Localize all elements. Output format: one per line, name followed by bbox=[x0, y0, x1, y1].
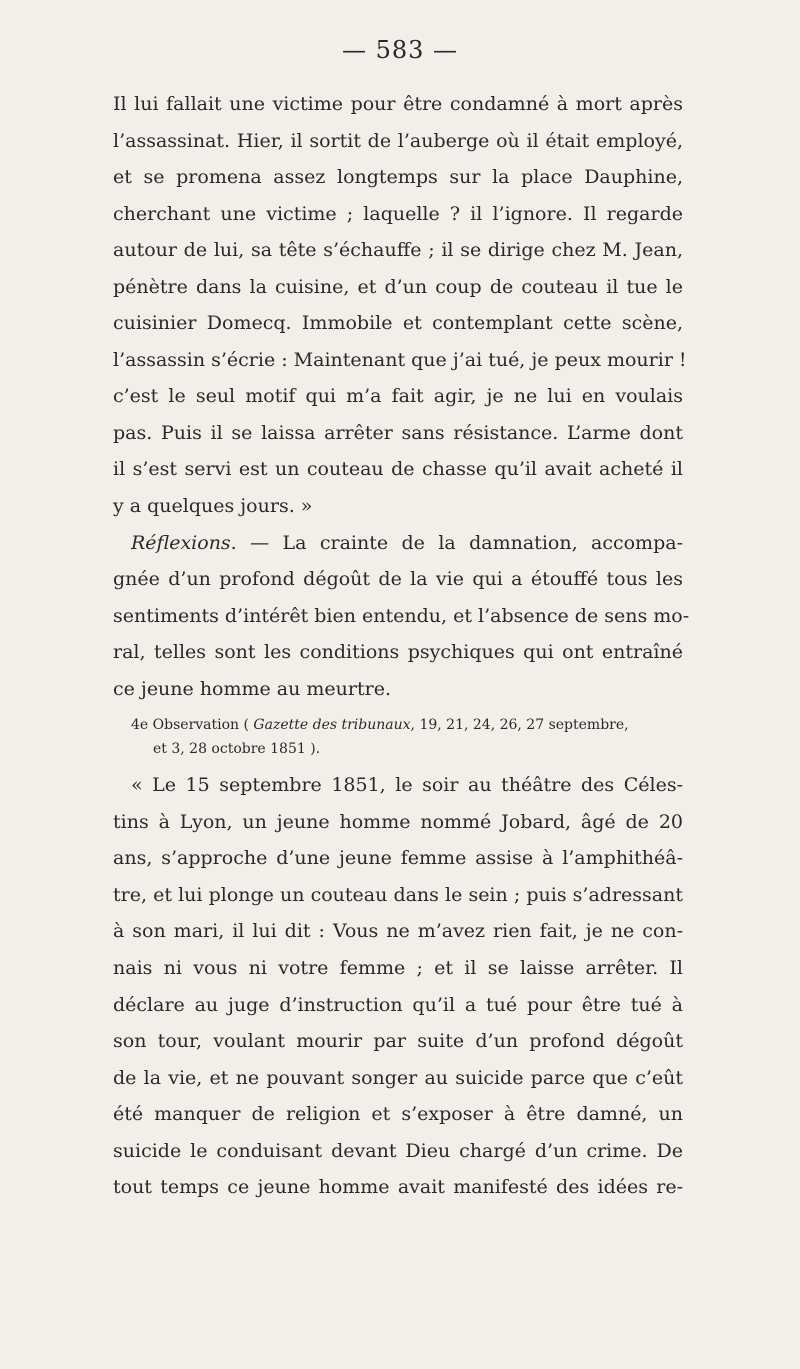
observation-source: Gazette des tribunaux bbox=[253, 717, 411, 734]
text-line: l’assassin s’écrie : Maintenant que j’ai tué, je peux mourir ! bbox=[113, 348, 687, 371]
reflexions-heading: Réflexions. bbox=[131, 531, 237, 554]
text-line: déclare au juge d’instruction qu’il a tué pour être tué à bbox=[113, 993, 683, 1016]
text-line: tre, et lui plonge un couteau dans le sein ; puis s’adressant bbox=[113, 883, 683, 906]
text-line: pénètre dans la cuisine, et d’un coup de couteau il tue le bbox=[113, 275, 683, 298]
text-line: Il lui fallait une victime pour être condamné à mort après bbox=[113, 93, 683, 115]
text-line: cuisinier Domecq. Immobile et contemplant cette scène, bbox=[113, 312, 683, 335]
text-line: ce jeune homme au meurtre. bbox=[113, 677, 391, 700]
page-number: — 583 — bbox=[341, 36, 459, 64]
observation-number: 4e bbox=[131, 717, 149, 734]
paragraph-jobard bbox=[113, 767, 683, 1206]
text-line: nais ni vous ni votre femme ; et il se laisse arrêter. Il bbox=[113, 957, 683, 980]
text-line: tins à Lyon, un jeune homme nommé Jobard, âgé de 20 bbox=[113, 810, 683, 833]
text-line: tout temps ce jeune homme avait manifesté des idées re- bbox=[113, 1176, 683, 1199]
text-line bbox=[113, 525, 683, 562]
text-line: « Le 15 septembre 1851, le soir au théâtre des Céles- bbox=[131, 774, 683, 797]
text-line: et se promena assez longtemps sur la place Dauphine, bbox=[113, 166, 683, 189]
observation-label: Observation ( bbox=[148, 717, 254, 734]
text-line: gnée d’un profond dégoût de la vie qui a étouffé tous les bbox=[113, 568, 683, 591]
reflexions-text: — La crainte de la damnation, accompa- bbox=[236, 531, 683, 554]
text-line: il s’est servi est un couteau de chasse qu’il avait acheté il bbox=[113, 458, 683, 481]
text-line: c’est le seul motif qui m’a fait agir, je ne lui en voulais bbox=[113, 385, 683, 408]
observation-line bbox=[113, 713, 683, 737]
page-body bbox=[113, 86, 690, 1206]
text-line: ans, s’approche d’une jeune femme assise à l’amphithéâ- bbox=[113, 847, 683, 870]
text-line: autour de lui, sa tête s’échauffe ; il se dirige chez M. Jean, bbox=[113, 239, 683, 262]
text-line: suicide le conduisant devant Dieu chargé d’un crime. De bbox=[113, 1139, 683, 1162]
text-line: son tour, voulant mourir par suite d’un profond dégoût bbox=[113, 1030, 683, 1053]
observation-dates: , 19, 21, 24, 26, 27 septembre, bbox=[410, 717, 629, 734]
paragraph-reflexions bbox=[113, 525, 690, 708]
text-line: cherchant une victime ; laquelle ? il l’ignore. Il regarde bbox=[113, 202, 683, 225]
text-line: à son mari, il lui dit : Vous ne m’avez rien fait, je ne con- bbox=[113, 920, 683, 943]
text-line: pas. Puis il se laissa arrêter sans résistance. L’arme dont bbox=[113, 421, 683, 444]
observation-heading bbox=[113, 713, 683, 761]
paragraph-quote-end bbox=[113, 86, 687, 525]
observation-line: et 3, 28 octobre 1851 ). bbox=[153, 741, 321, 758]
text-line: sentiments d’intérêt bien entendu, et l’absence de sens mo- bbox=[113, 604, 690, 627]
text-line: y a quelques jours. » bbox=[113, 495, 313, 518]
text-line: l’assassinat. Hier, il sortit de l’auberge où il était employé, bbox=[113, 129, 683, 152]
text-line: été manquer de religion et s’exposer à être damné, un bbox=[113, 1103, 683, 1126]
text-line: de la vie, et ne pouvant songer au suicide parce que c’eût bbox=[113, 1066, 683, 1089]
text-line: ral, telles sont les conditions psychiques qui ont entraîné bbox=[113, 641, 683, 664]
